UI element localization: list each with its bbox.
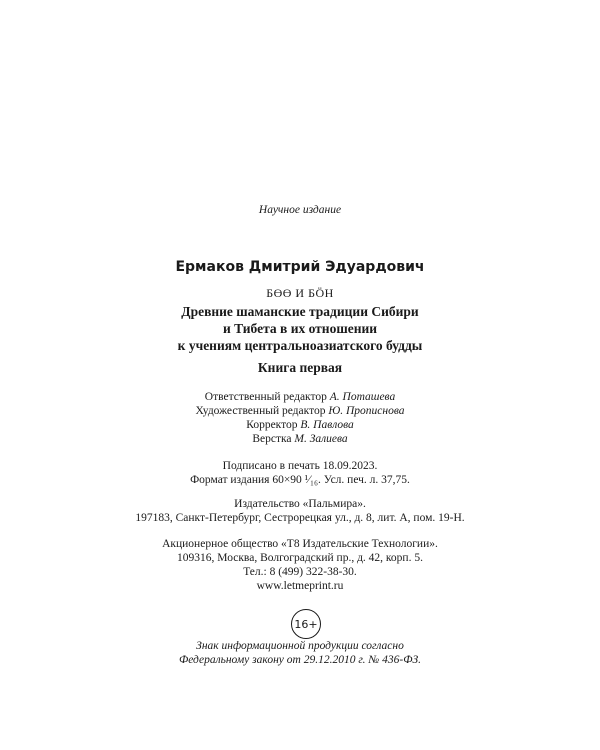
publisher-name: Издательство «Пальмира». <box>234 498 366 510</box>
printer-phone: Тел.: 8 (499) 322-38-30. <box>243 566 357 578</box>
credit-line <box>0 434 600 446</box>
credit-line <box>0 406 600 418</box>
age-rating-badge: 16+ <box>291 609 321 639</box>
printer-address: 109316, Москва, Волгоградский пр., д. 42, корп. 5. <box>177 552 423 564</box>
subtitle-line-1: Древние шаманские традиции Сибири <box>181 304 419 319</box>
credit-role: Ответственный редактор <box>204 391 330 403</box>
volume-label: Книга первая <box>257 360 343 375</box>
legal-notice-line-1: Знак информационной продукции согласно <box>196 640 404 652</box>
print-signed: Подписано в печать 18.09.2023. <box>222 460 378 472</box>
credit-name: Ю. Прописнова <box>328 405 405 417</box>
publisher-address: 197183, Санкт-Петербург, Сестрорецкая ул., д. 8, лит. А, пом. 19-Н. <box>135 512 465 524</box>
printer-website: www.letmeprint.ru <box>256 580 344 592</box>
print-format: Формат издания 60×90 ¹⁄₁₆. Усл. печ. л. 37,75. <box>190 474 410 486</box>
book-title: БӨӨ И БӦН <box>266 286 334 300</box>
printer-name: Акционерное общество «Т8 Издательские Технологии». <box>162 538 438 550</box>
credit-line <box>0 420 600 432</box>
edition-type: Научное издание <box>258 204 342 216</box>
credit-line <box>0 392 600 404</box>
author-name: Ермаков Дмитрий Эдуардович <box>175 259 425 275</box>
credit-name: М. Залиева <box>294 433 348 445</box>
credit-role: Корректор <box>246 419 301 431</box>
credit-role: Художественный редактор <box>195 405 329 417</box>
subtitle-line-3: к учениям центральноазиатского будды <box>177 338 423 353</box>
legal-notice-line-2: Федеральному закону от 29.12.2010 г. № 436-ФЗ. <box>178 654 422 666</box>
subtitle-line-2: и Тибета в их отношении <box>222 321 378 336</box>
credit-name: В. Павлова <box>300 419 354 431</box>
credit-name: А. Поташева <box>329 391 396 403</box>
credit-role: Верстка <box>252 433 295 445</box>
